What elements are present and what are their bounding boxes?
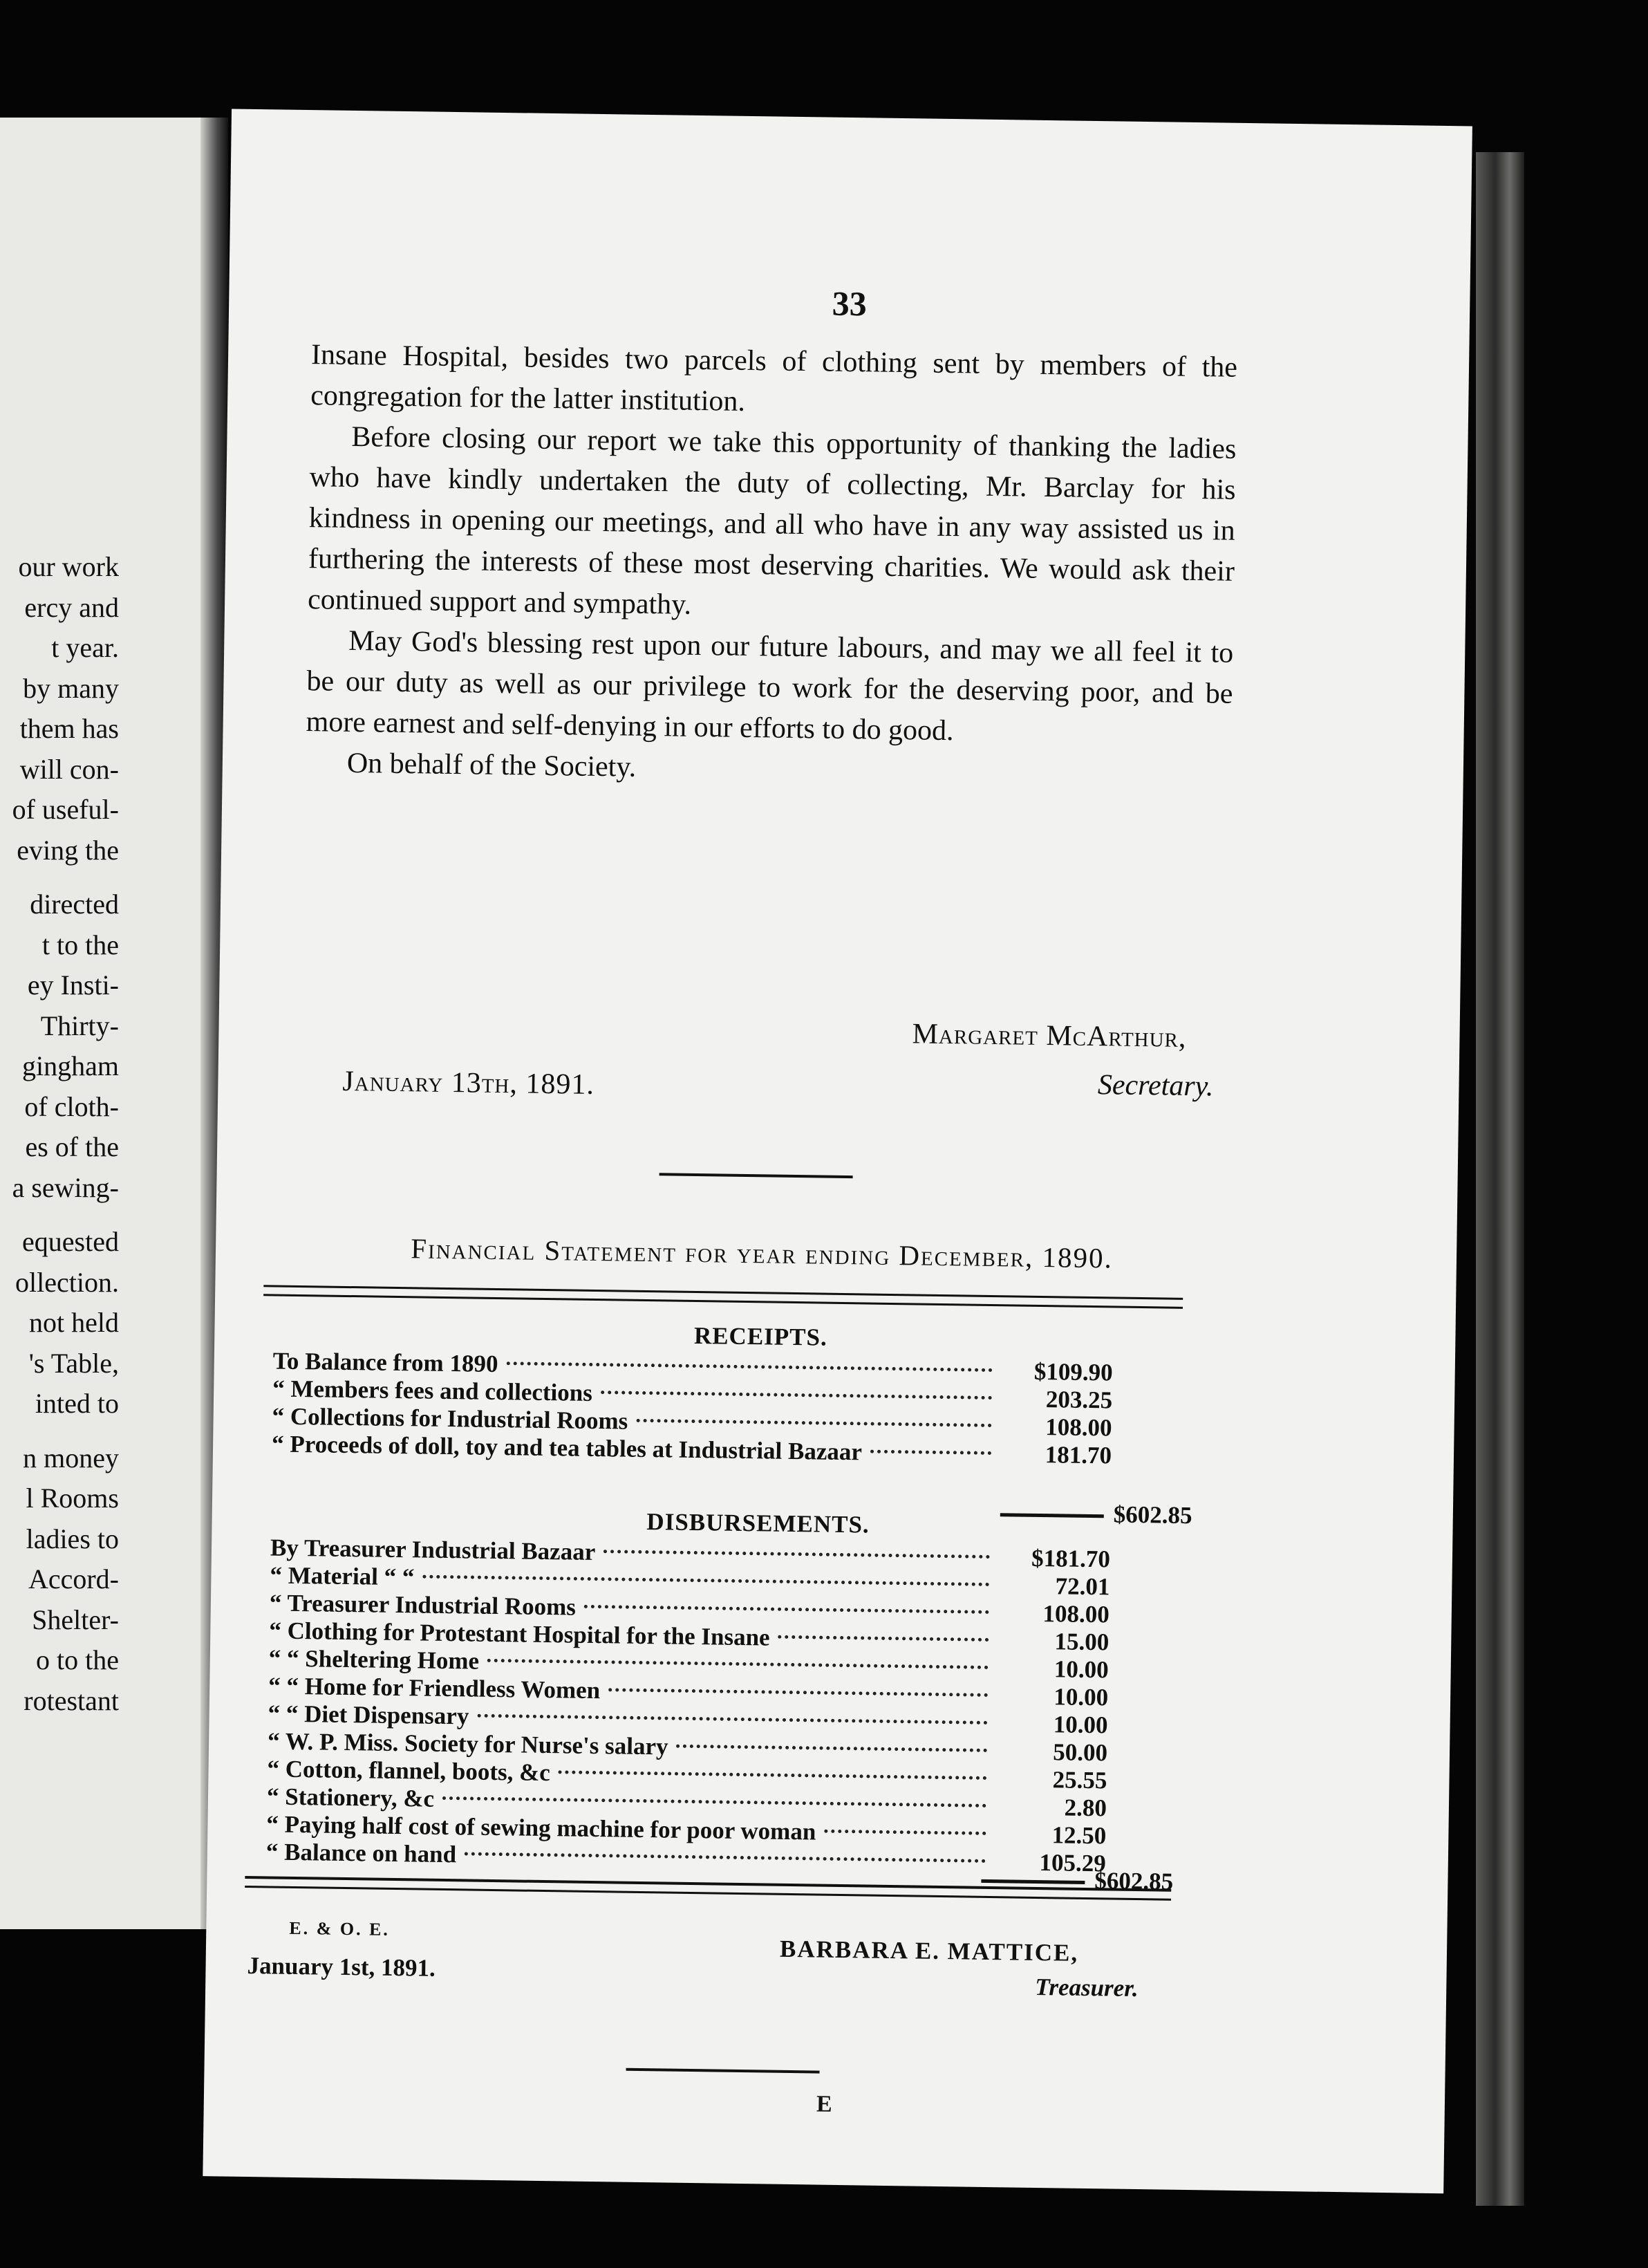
treasurer-title: Treasurer.: [1035, 1973, 1139, 2002]
facing-page-fragment: ercy and: [24, 591, 119, 623]
facing-page-fragment: of useful-: [12, 794, 119, 825]
facing-page-fragment: es of the: [25, 1131, 119, 1162]
facing-page-fragment: of cloth-: [24, 1090, 119, 1122]
facing-page-fragment: Shelter-: [32, 1604, 119, 1635]
secretary-name: Margaret McArthur,: [912, 1018, 1187, 1054]
receipts-table: [271, 1347, 1241, 1499]
ledger-amount: 2.80: [1064, 1794, 1107, 1822]
ledger-amount: 10.00: [1053, 1711, 1108, 1739]
secretary-title: Secretary.: [1097, 1069, 1214, 1103]
ledger-amount: 25.55: [1052, 1766, 1107, 1794]
facing-page-fragment: inted to: [35, 1388, 119, 1419]
ledger-amount: $181.70: [1031, 1544, 1111, 1573]
ledger-label: “ Paying half cost of sewing machine for poor woman: [266, 1810, 816, 1846]
ledger-amount: 105.29: [1039, 1849, 1107, 1877]
ledger-label: By Treasurer Industrial Bazaar: [270, 1534, 596, 1566]
facing-page-fragment: not held: [29, 1307, 119, 1338]
disbursements-heading: DISBURSEMENTS.: [646, 1508, 870, 1539]
ledger-label: “ “ Home for Friendless Women: [268, 1672, 601, 1704]
receipts-total: $602.85: [1113, 1500, 1192, 1530]
dot-leader: [824, 1828, 986, 1835]
facing-page-fragment: t year.: [51, 632, 119, 663]
paragraph: Insane Hospital, besides two parcels of clothing sent by members of the congregation for the latter institution.: [310, 339, 1238, 418]
section-divider: [626, 2068, 820, 2074]
ledger-label: “ Collections for Industrial Rooms: [272, 1402, 628, 1435]
facing-page-fragment: ey Insti-: [27, 969, 119, 1001]
ledger-label: “ Clothing for Protestant Hospital for the Insane: [269, 1617, 770, 1651]
ledger-amount: 12.50: [1051, 1821, 1107, 1850]
ledger-label: “ Proceeds of doll, toy and tea tables at Industrial Bazaar: [271, 1430, 863, 1466]
facing-page-fragment: l Rooms: [26, 1482, 119, 1514]
facing-page-fragment: eving the: [17, 834, 119, 866]
disbursements-total: $602.85: [1094, 1867, 1174, 1895]
ledger-label: “ Balance on hand: [265, 1838, 457, 1868]
facing-page-fragment: a sewing-: [12, 1171, 119, 1203]
dot-leader: [608, 1686, 988, 1697]
page-edges: [1476, 152, 1524, 2206]
facing-page-fragment: rotestant: [24, 1684, 119, 1716]
ledger-label: “ Members fees and collections: [272, 1375, 593, 1406]
facing-page: [0, 118, 200, 1929]
dot-leader: [442, 1795, 986, 1807]
dot-leader: [584, 1604, 989, 1614]
double-rule: [263, 1285, 1183, 1309]
facing-page-fragment: o to the: [36, 1644, 119, 1675]
facing-page-fragment: gingham: [22, 1050, 119, 1081]
report-date: January 13th, 1891.: [342, 1065, 595, 1101]
facing-page-fragment: will con-: [19, 753, 119, 785]
section-divider: [659, 1173, 853, 1178]
paragraph: Before closing our report we take this opportunity of thanking the ladies who have kindly undertaken the duty of collecting, Mr. Barclay for his kindness in opening our meetings, and all who have in any way assisted us in furthering the interests of these most deserving charities. We would ask their continued support and sympathy.: [307, 420, 1237, 621]
facing-page-fragment: directed: [30, 889, 119, 920]
facing-page-fragment: 's Table,: [28, 1347, 119, 1379]
dot-leader: [603, 1548, 990, 1559]
disbursements-total-line: [981, 1866, 1173, 1896]
dot-leader: [870, 1449, 991, 1455]
ledger-amount: 72.01: [1055, 1572, 1110, 1601]
facing-page-fragment: them has: [19, 713, 119, 744]
ledger-label: “ “ Sheltering Home: [268, 1644, 480, 1675]
dot-leader: [601, 1389, 992, 1400]
ledger-amount: 10.00: [1054, 1655, 1109, 1684]
ledger-amount: 15.00: [1054, 1628, 1109, 1656]
facing-page-fragment: t to the: [41, 929, 119, 960]
dot-leader: [478, 1713, 988, 1725]
receipts-heading: RECEIPTS.: [693, 1321, 828, 1351]
facing-page-fragment: Thirty-: [40, 1010, 119, 1041]
ledger-amount: 203.25: [1045, 1386, 1113, 1414]
dot-leader: [676, 1743, 987, 1752]
facing-page-fragment: by many: [23, 672, 119, 704]
page-number: 33: [832, 284, 868, 324]
ledger-label: “ W. P. Miss. Society for Nurse's salary: [267, 1727, 668, 1760]
dot-leader: [507, 1360, 993, 1372]
statement-title: Financial Statement for year ending December, 1890.: [411, 1232, 1114, 1274]
ledger-amount: 108.00: [1042, 1600, 1110, 1628]
dot-leader: [487, 1657, 989, 1669]
ledger-label: “ Material “ “: [270, 1561, 415, 1591]
total-rule: [981, 1879, 1085, 1884]
ledger-amount: 108.00: [1045, 1413, 1112, 1442]
disbursements-table: [265, 1534, 1238, 1893]
dot-leader: [559, 1769, 987, 1780]
ledger-label: “ Treasurer Industrial Rooms: [269, 1589, 577, 1621]
ledger-label: “ “ Diet Dispensary: [268, 1700, 469, 1730]
dot-leader: [778, 1634, 989, 1642]
ledger-amount: 10.00: [1054, 1683, 1109, 1711]
ledger-amount: 50.00: [1053, 1738, 1108, 1767]
dot-leader: [465, 1850, 986, 1863]
dot-leader: [422, 1574, 989, 1586]
facing-page-fragment: ollection.: [15, 1266, 119, 1298]
facing-page-fragment: our work: [18, 551, 119, 582]
paragraph: On behalf of the Society.: [346, 747, 637, 783]
facing-page-fragment: ladies to: [26, 1523, 119, 1554]
dot-leader: [637, 1418, 992, 1427]
facing-page-fragment: equested: [22, 1226, 119, 1257]
signature-mark: E: [816, 2091, 832, 2117]
report-text: [305, 335, 1237, 797]
ledger-label: “ Stationery, &c: [266, 1783, 435, 1812]
treasurer-name: BARBARA E. MATTICE,: [779, 1935, 1079, 1967]
book-page: [203, 109, 1472, 2193]
paragraph: May God's blessing rest upon our future labours, and may we all feel it to be our duty as well as our privilege to work for the deserving poor, and be more earnest and self-denying in our efforts to do good.: [306, 624, 1234, 747]
ledger-amount: 181.70: [1045, 1441, 1112, 1469]
facing-page-fragment: Accord-: [28, 1563, 119, 1595]
secretary-signature-block: [301, 1009, 1228, 1119]
ledger-label: To Balance from 1890: [272, 1347, 498, 1378]
ledger-amount: $109.90: [1033, 1357, 1113, 1386]
facing-page-fragment: n money: [23, 1442, 119, 1474]
errors-omissions-note: E. & O. E.: [289, 1917, 391, 1940]
treasurer-date: January 1st, 1891.: [247, 1952, 436, 1982]
ledger-label: “ Cotton, flannel, boots, &c: [267, 1755, 551, 1787]
